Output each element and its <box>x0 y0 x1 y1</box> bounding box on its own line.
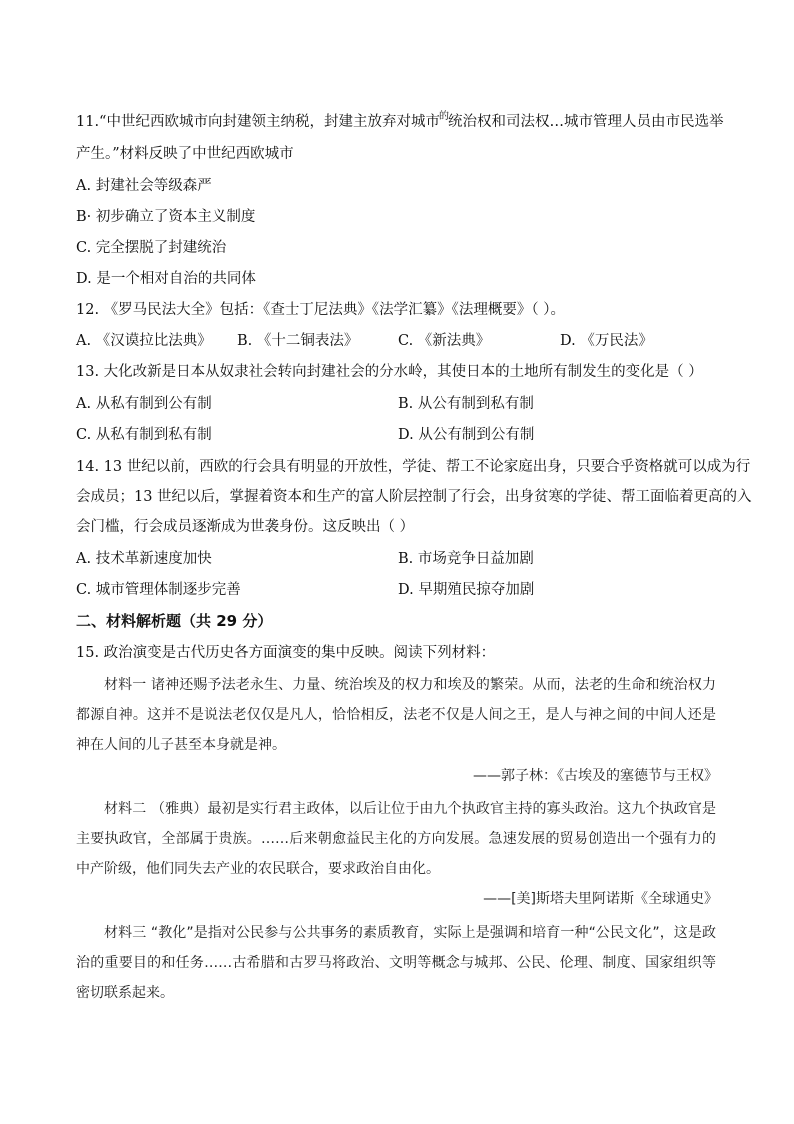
q11-stem-sup: 的 <box>438 111 449 122</box>
q11-stem-part1: 11.“中世纪西欧城市向封建领主纳税，封建主放弃对城市 <box>76 114 440 130</box>
q13-option-b[interactable]: B. 从公有制到私有制 <box>398 396 534 412</box>
q14-stem-line3: 会门槛，行会成员逐渐成为世袭身份。这反映出（ ） <box>76 519 415 535</box>
q13-option-a[interactable]: A. 从私有制到公有制 <box>76 396 212 412</box>
q11-option-b[interactable]: B· 初步确立了资本主义制度 <box>76 209 256 225</box>
material-2-text: 材料二 （雅典）最初是实行君主政体，以后让位于由九个执政官主持的寡头政治。这九个执政官是主要执政官，全部属于贵族。……后来朝愈益民主化的方向发展。急速发展的贸易创造出一个强有力的中产阶级，他们同失去产业的农民联合，要求政治自由化。 <box>76 801 716 877</box>
material-1 <box>76 670 716 760</box>
q13-option-d[interactable]: D. 从公有制到公有制 <box>398 427 535 443</box>
q11-stem-part2: 统治权和司法权…城市管理人员由市民选举 <box>447 114 724 130</box>
q14-option-b[interactable]: B. 市场竞争日益加剧 <box>398 551 534 567</box>
q11-option-c[interactable]: C. 完全摆脱了封建统治 <box>76 240 227 256</box>
q11-option-d[interactable]: D. 是一个相对自治的共同体 <box>76 271 256 287</box>
q14-stem-line2: 会成员；13 世纪以后，掌握着资本和生产的富人阶层控制了行会，出身贫寒的学徒、帮工面临着更高的入 <box>76 489 752 505</box>
q13-option-c[interactable]: C. 从私有制到私有制 <box>76 427 212 443</box>
section-heading: 二、材料解析题（共 29 分） <box>76 612 273 630</box>
q14-stem-line1: 14. 13 世纪以前，西欧的行会具有明显的开放性，学徒、帮工不论家庭出身，只要合乎资格就可以成为行 <box>76 459 751 475</box>
q11-stem-line2: 产生。”材料反映了中世纪西欧城市 <box>76 146 294 162</box>
q14-option-a[interactable]: A. 技术革新速度加快 <box>76 551 212 567</box>
q13-stem: 13. 大化改新是日本从奴隶社会转向封建社会的分水岭，其使日本的土地所有制发生的变化是（ ） <box>76 364 703 380</box>
q15-stem: 15. 政治演变是古代历史各方面演变的集中反映。阅读下列材料： <box>76 645 496 661</box>
q12-stem: 12. 《罗马民法大全》包括：《查士丁尼法典》《法学汇纂》《法理概要》（ ）。 <box>76 302 566 318</box>
material-2 <box>76 794 716 884</box>
q11-stem-line1 <box>76 112 723 134</box>
q12-option-d[interactable]: D. 《万民法》 <box>560 333 653 349</box>
q11-option-a[interactable]: A. 封建社会等级森严 <box>76 178 212 194</box>
q14-option-c[interactable]: C. 城市管理体制逐步完善 <box>76 582 241 598</box>
material-3 <box>76 918 716 1008</box>
q12-option-a[interactable]: A. 《汉谟拉比法典》 <box>76 333 212 349</box>
material-1-text: 材料一 诸神还赐予法老永生、力量、统治埃及的权力和埃及的繁荣。从而，法老的生命和统治权力都源自神。这并不是说法老仅仅是凡人，恰恰相反，法老不仅是人间之王，是人与神之间的中间人还是神在人间的儿子甚至本身就是神。 <box>76 677 716 753</box>
material-2-source: ——[美]斯塔夫里阿诺斯《全球通史》 <box>483 891 718 907</box>
material-1-source: ——郭子林：《古埃及的塞德节与王权》 <box>473 768 718 784</box>
q14-option-d[interactable]: D. 早期殖民掠夺加剧 <box>398 582 535 598</box>
material-3-text: 材料三 “教化”是指对公民参与公共事务的素质教育，实际上是强调和培育一种“公民文化”，这是政治的重要目的和任务……古希腊和古罗马将政治、文明等概念与城邦、公民、伦理、制度、国家组织等密切联系起来。 <box>76 925 716 1001</box>
q12-option-c[interactable]: C. 《新法典》 <box>398 333 491 349</box>
q12-option-b[interactable]: B. 《十二铜表法》 <box>237 333 359 349</box>
